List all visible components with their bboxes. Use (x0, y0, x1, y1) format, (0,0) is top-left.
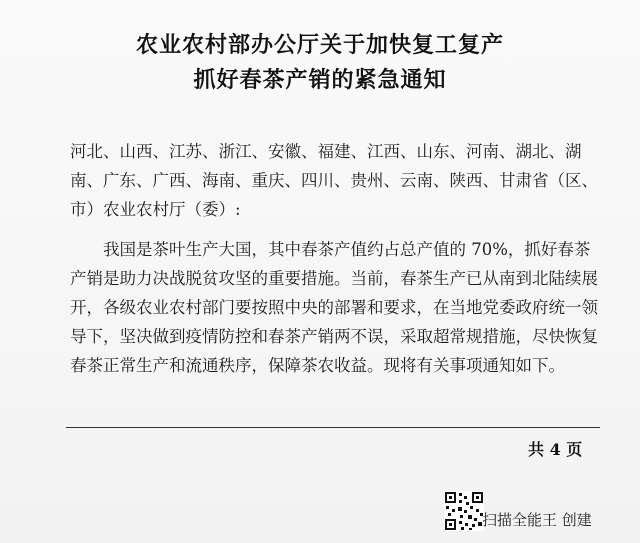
footer-divider (66, 427, 600, 428)
document-title-line-1: 农业农村部办公厅关于加快复工复产 (135, 32, 504, 58)
scanner-brand-text: 扫描全能王 创建 (482, 511, 592, 529)
body-paragraph: 我国是茶叶生产大国，其中春茶产值约占总产值的 70%，抓好春茶产销是助力决战脱贫攻坚的重要措施。当前，春茶生产已从南到北陆续展开，各级农业农村部门要按照中央的部署和要求，在当地党委政府统一领导下，坚决做到疫情防控和春茶产销两不误，采取超常规措施，尽快恢复春茶正常生产和流通秩序，保障茶农收益。现将有关事项通知如下。 (70, 240, 598, 375)
addressees-text: 河北、山西、江苏、浙江、安徽、福建、江西、山东、河南、湖北、湖南、广东、广西、海南、重庆、四川、贵州、云南、陕西、甘肃省（区、市）农业农村厅（委）: (70, 142, 598, 219)
qr-code-icon (444, 491, 484, 531)
document-title-line-2: 抓好春茶产销的紧急通知 (193, 67, 447, 93)
page-total-label: 共 4 页 (528, 440, 583, 459)
